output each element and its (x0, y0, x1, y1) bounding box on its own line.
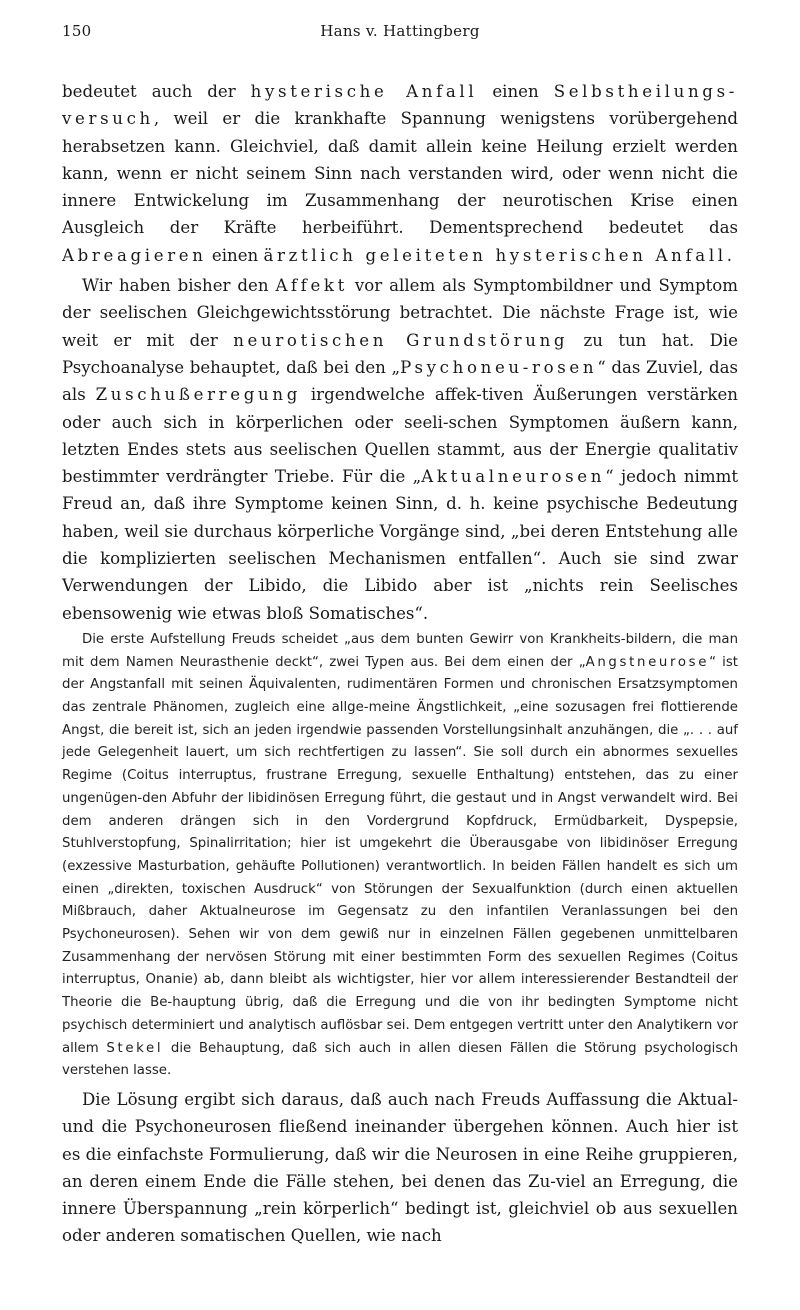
text-run: vor allem als Symptombildner und Symptom der seelischen Gleichgewichtsstörung betrachtet. Die nächste Frage ist, wie weit er mit der (62, 276, 738, 350)
text-run: “ jedoch nimmt Freud an, daß ihre Symptome keinen Sinn, d. h. keine psychische Bedeutung haben, weil sie durchaus körperliche Vorgänge sind, „bei deren Entstehung alle die komplizierten seelischen Mechanismen entfallen“. Auch sie sind zwar Verwendungen der Libido, die Libido aber ist „nichts rein Seelisches ebensowenig wie etwas bloß Somatisches“. (62, 467, 738, 623)
spaced-emphasis: Stekel (106, 1040, 164, 1056)
text-run: irgendwelche affek-tiven Äußerungen verstärken oder auch sich in körperlichen oder seeli-schen Symptomen äußern kann, letzten Endes stets aus seelischen Quellen stammt, aus der Energie qualitativ bestimmter verdrängter Triebe. Für die „ (62, 385, 738, 487)
spaced-emphasis: Selbstheilungs-versuch (62, 82, 739, 129)
page-number: 150 (62, 22, 92, 40)
text-run: zu tun hat. Die Psychoanalyse behauptet, daß bei den „ (62, 330, 738, 377)
spaced-emphasis: hysterische Anfall (250, 82, 478, 101)
text-run: Die erste Aufstellung Freuds scheidet „aus dem bunten Gewirr von Krankheits-bildern, die man mit dem Namen Neurasthenie deckt“, zwei Typen aus. Bei dem einen der „ (62, 631, 738, 670)
spaced-emphasis: Affekt (275, 276, 348, 296)
text-run: bedeutet auch der (62, 82, 251, 101)
spaced-emphasis: Aktualneurosen (421, 467, 606, 487)
spaced-emphasis: Psychoneu-rosen (400, 357, 598, 377)
text-run: die Behauptung, daß sich auch in allen diesen Fällen die Störung psychologisch verstehen lasse. (62, 1040, 738, 1079)
spaced-emphasis: neurotischen Grundstörung (233, 330, 569, 350)
text-run: Die Lösung ergibt sich daraus, daß auch nach Freuds Auffassung die Aktual- und die Psychoneurosen fließend ineinander übergehen können. Auch hier ist es die einfachste Formulierung, daß wir die Neurosen in eine Reihe gruppieren, an deren einem Ende die Fälle stehen, bei denen das Zu-viel an Erregung, die innere Überspannung „rein körperlich“ bedingt ist, gleichviel ob aus sexuellen oder anderen somatischen Quellen, wie nach (62, 1090, 738, 1246)
text-run: “ das Zuviel, das als (62, 357, 738, 405)
body-paragraph (62, 78, 738, 269)
spaced-emphasis: Abreagieren (62, 245, 207, 265)
spaced-emphasis: Angstneurose (585, 654, 710, 670)
text-run: . (726, 245, 733, 265)
body-paragraph (62, 1086, 738, 1250)
body-text (62, 78, 738, 1250)
running-head-author: Hans v. Hattingberg (320, 22, 480, 40)
footnote-paragraph (62, 629, 738, 1083)
text-run: “ ist der Angstanfall mit seinen Äquivalenten, rudimentären Formen und chronischen Ersatzsymptomen das zentrale Phänomen, zugleich eine allge-meine Ängstlichkeit, „eine sozusagen frei flottierende Angst, die bereit ist, sich an jeden irgendwie passenden Vorstellungsinhalt anzuhängen, die „. . . auf jede Gelegenheit lauert, um sich rechtfertigen zu lassen“. Sie soll durch ein abnormes sexuelles Regime (Coitus interruptus, frustrane Erregung, sexuelle Enthaltung) entstehen, das zu einer ungenügen-den Abfuhr der libidinösen Erregung führt, die gestaut und in Angst verwandelt wird. Bei dem anderen drängen sich in den Vordergrund Kopfdruck, Ermüdbarkeit, Dyspepsie, Stuhlverstopfung, Spinalirritation; hier ist umgekehrt die Überausgabe von libidinöser Erregung (exzessive Masturbation, gehäufte Pollutionen) verantwortlich. In beiden Fällen handelt es sich um einen „direkten, toxischen Ausdruck“ von Störungen der Sexualfunktion (durch einen aktuellen Mißbrauch, daher Aktualneurose im Gegensatz zu den infantilen Veranlassungen bei den Psychoneurosen). Sehen wir von dem gewiß nur in einzelnen Fällen gegebenen unmittelbaren Zusammenhang der nervösen Störung mit einer bestimmten Form des sexuellen Regimes (Coitus interruptus, Onanie) ab, dann bleibt als wichtigster, hier vor allem interessierender Bestandteil der Theorie die Be-hauptung übrig, daß die Erregung und die von ihr bedingten Symptome nicht psychisch determiniert und analytisch auflösbar sei. Dem entgegen vertritt unter den Analytikern vor allem (62, 654, 738, 1056)
spaced-emphasis: Zuschußerregung (95, 385, 301, 405)
spaced-emphasis: ärztlich geleiteten hysterischen Anfall (263, 245, 727, 265)
text-run: , weil er die krankhafte Spannung wenigstens vorübergehend herabsetzen kann. Gleichviel, daß damit allein keine Heilung erzielt werden kann, wenn er nicht seinem Sinn nach verstanden wird, oder wenn nicht die innere Entwickelung im Zusammenhang der neurotischen Krise einen Ausgleich der Kräfte herbeiführt. Dementsprechend bedeutet das (62, 109, 738, 238)
running-header (62, 22, 738, 52)
text-run: einen (206, 245, 264, 265)
body-paragraph (62, 272, 738, 627)
text-run: Wir haben bisher den (82, 276, 276, 296)
page-content (62, 22, 738, 1250)
text-run: einen (477, 82, 554, 101)
